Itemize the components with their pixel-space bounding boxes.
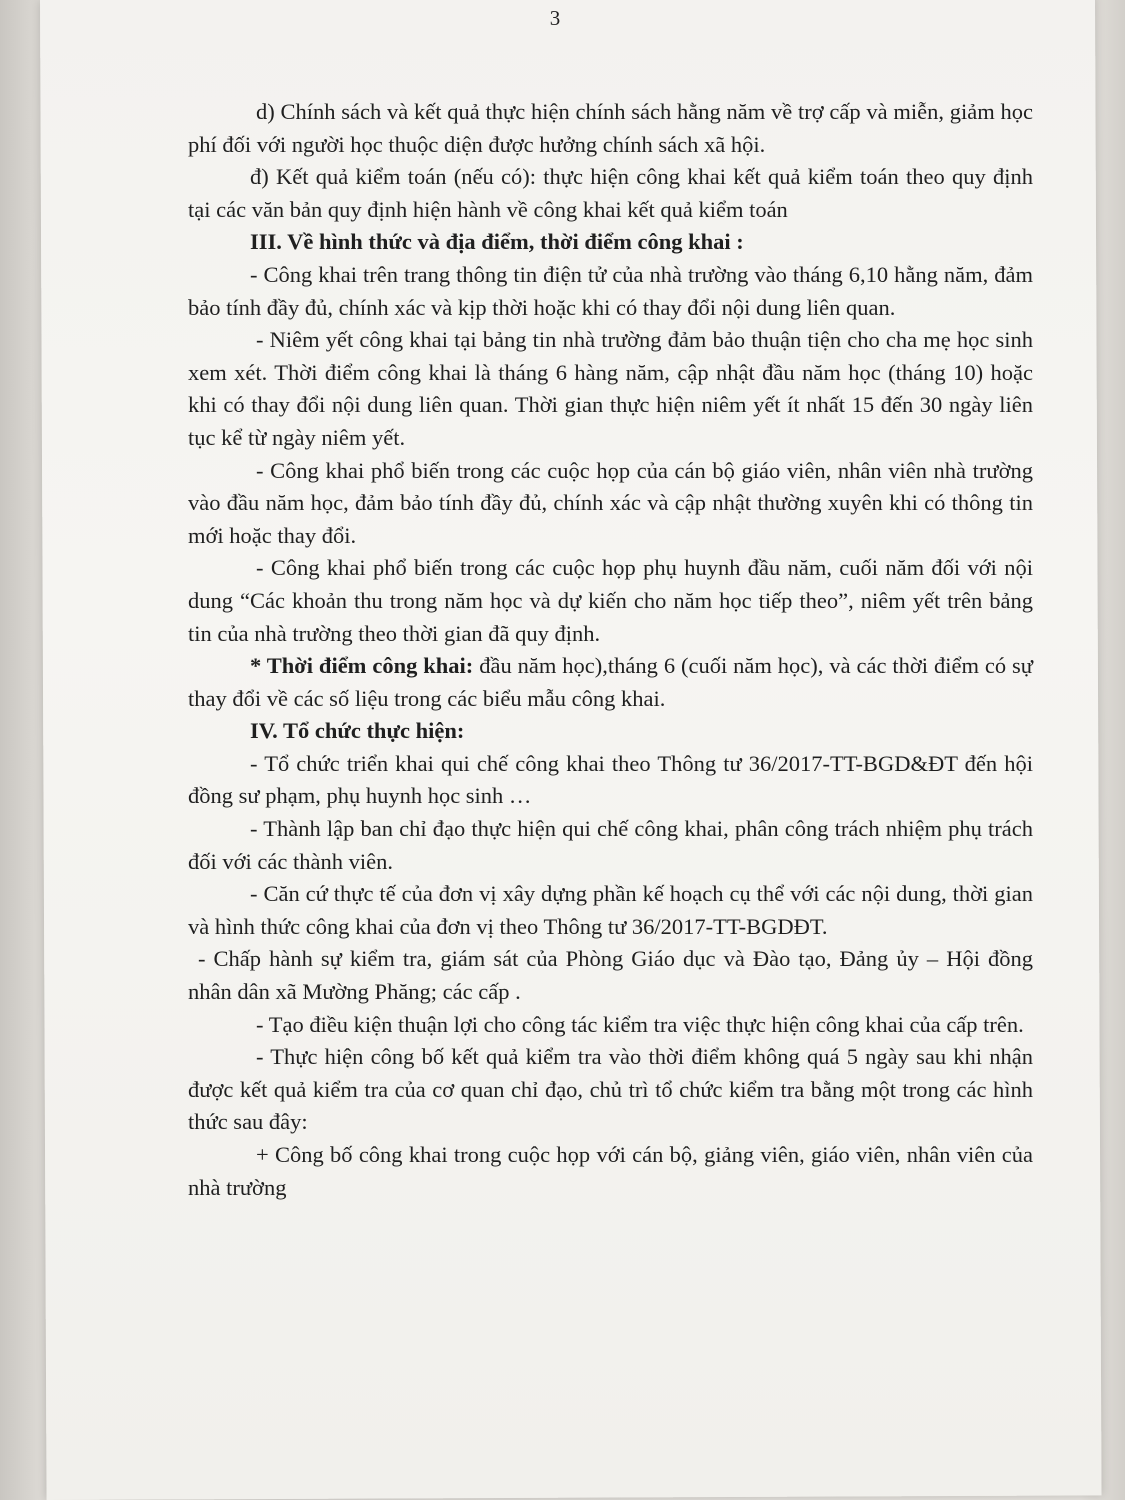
paragraph-detailed-plan: - Căn cứ thực tế của đơn vị xây dựng phần kế hoạch cụ thể với các nội dung, thời gian và hình thức công khai của đơn vị theo Thông tư 36/2017-TT-BGDĐT.: [188, 881, 1033, 939]
heading-text: III. Về hình thức và địa điểm, thời điểm công khai :: [250, 229, 744, 255]
paragraph-announce-meeting: + Công bố công khai trong cuộc họp với cán bộ, giảng viên, giáo viên, nhân viên của nhà trường: [188, 1142, 1033, 1200]
page-number: 3: [549, 6, 561, 30]
paragraph-website-publication: - Công khai trên trang thông tin điện tử của nhà trường vào tháng 6,10 hằng năm, đảm bảo tính đầy đủ, chính xác và kịp thời hoặc khi có thay đổi nội dung liên quan.: [188, 261, 1033, 320]
paragraph-implement-regulation: - Tổ chức triển khai qui chế công khai theo Thông tư 36/2017-TT-BGD&ĐT đến hội đồng sư phạm, phụ huynh học sinh …: [188, 750, 1033, 809]
paragraph-parent-meetings: - Công khai phổ biến trong các cuộc họp phụ huynh đầu năm, cuối năm đối với nội dung “Các khoản thu trong năm học và dự kiến cho năm học tiếp theo”, niêm yết trên bảng tin của nhà trường theo thời gian đã quy định.: [188, 555, 1033, 646]
paragraph-announce-results: - Thực hiện công bố kết quả kiểm tra vào thời điểm không quá 5 ngày sau khi nhận được kết quả kiểm tra của cơ quan chỉ đạo, chủ trì tổ chức kiểm tra bằng một trong các hình thức sau đây:: [188, 1044, 1033, 1135]
document-body: [188, 96, 1033, 1204]
publication-time-label: * Thời điểm công khai:: [250, 653, 474, 679]
paragraph-d: d) Chính sách và kết quả thực hiện chính sách hằng năm về trợ cấp và miễn, giảm học phí đối với người học thuộc diện được hưởng chính sách xã hội.: [188, 99, 1033, 157]
paragraph-steering-committee: - Thành lập ban chỉ đạo thực hiện qui chế công khai, phân công trách nhiệm phụ trách đối với các thành viên.: [188, 816, 1033, 874]
section-heading-iv: [188, 715, 1033, 748]
paragraph-dd: đ) Kết quả kiểm toán (nếu có): thực hiện công khai kết quả kiểm toán theo quy định tại các văn bản quy định hiện hành về công khai kết quả kiểm toán: [188, 164, 1033, 222]
publication-time-text: đầu năm học),tháng 6 (cuối năm học), và các thời điểm có sự thay đổi về các số liệu trong các biểu mẫu công khai.: [188, 653, 1033, 711]
heading-text: IV. Tổ chức thực hiện:: [250, 718, 465, 744]
section-heading-iii: [188, 226, 1033, 259]
paragraph-facilitate-inspection: - Tạo điều kiện thuận lợi cho công tác kiểm tra việc thực hiện công khai của cấp trên.: [256, 1011, 1024, 1037]
paragraph-comply-inspection: - Chấp hành sự kiểm tra, giám sát của Phòng Giáo dục và Đào tạo, Đảng ủy – Hội đồng nhân dân xã Mường Phăng; các cấp .: [188, 946, 1033, 1005]
paragraph-bulletin-board: - Niêm yết công khai tại bảng tin nhà trường đảm bảo thuận tiện cho cha mẹ học sinh xem xét. Thời điểm công khai là tháng 6 hàng năm, cập nhật đầu năm học (tháng 10) hoặc khi có thay đổi nội dung liên quan. Thời gian thực hiện niêm yết ít nhất 15 đến 30 ngày liên tục kể từ ngày niêm yết.: [188, 327, 1033, 450]
paragraph-staff-meetings: - Công khai phổ biến trong các cuộc họp của cán bộ giáo viên, nhân viên nhà trường vào đầu năm học, đảm bảo tính đầy đủ, chính xác và cập nhật thường xuyên khi có thông tin mới hoặc thay đổi.: [188, 457, 1033, 548]
paragraph-publication-time: [188, 650, 1033, 715]
